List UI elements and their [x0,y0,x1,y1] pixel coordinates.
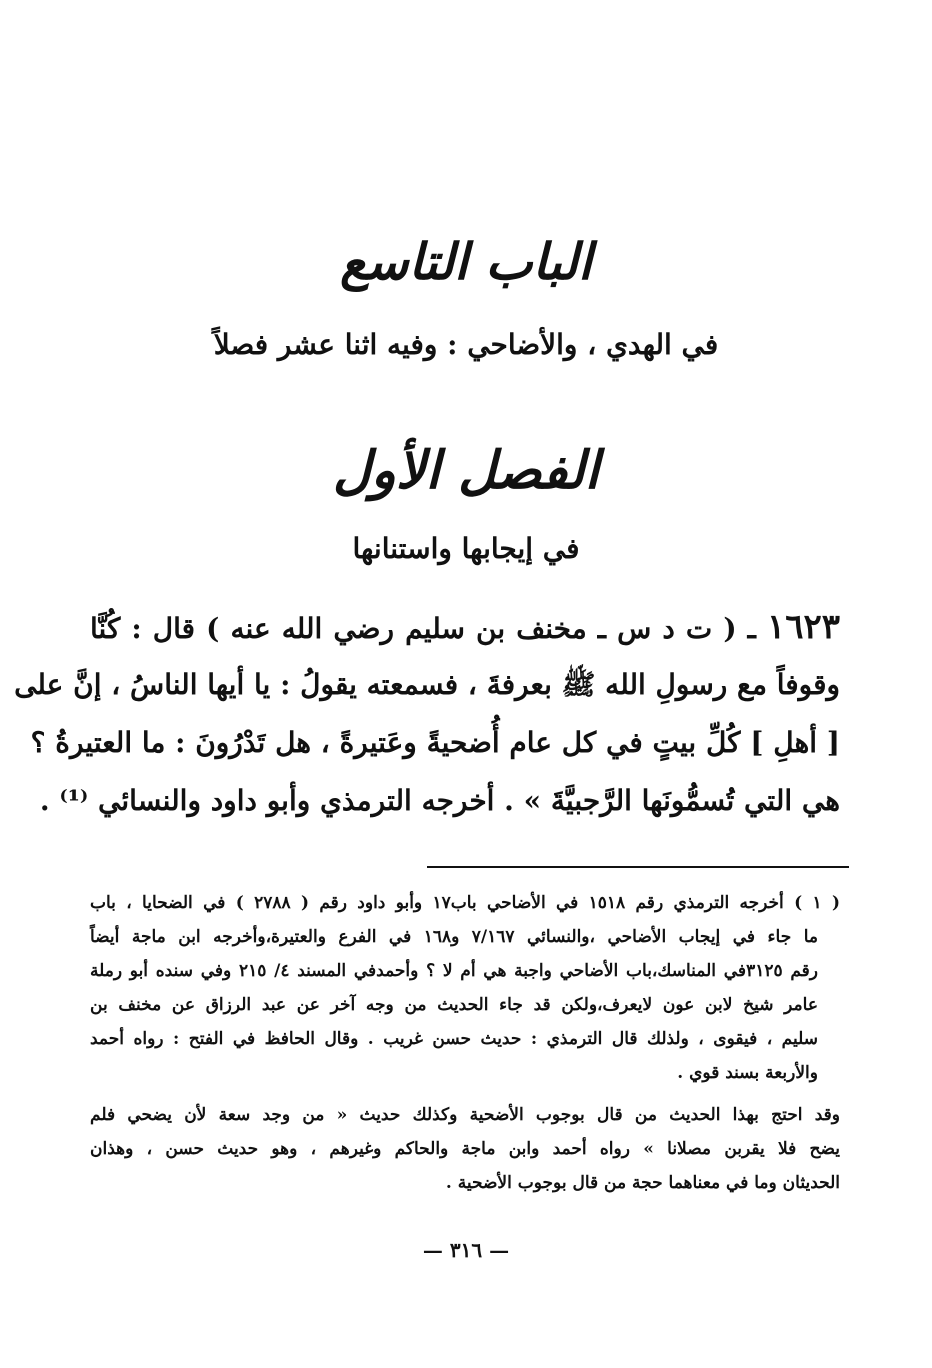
hadith-line-text: ـ ( ت د س ـ مخنف بن سليم رضي الله عنه ) قال : كُنَّا [90,612,756,645]
hadith-line [90,598,840,656]
chapter-title: الباب التاسع [340,232,592,291]
footnote-line: ( ١ ) أخرجه الترمذي رقم ١٥١٨ في الأضاحي باب١٧ وأبو داود رقم ( ٢٧٨٨ ) في الضحايا ، باب [90,893,840,913]
footnote-line: عامر شيخ لابن عون لايعرف،ولكن قد جاء الحديث من وجه آخر عن عبد الرزاق عن مخنف بن [90,995,818,1015]
footnote-line: والأربعة بسند قوي . [677,1063,818,1083]
note-line: يضح فلا يقربن مصلانا » رواه أحمد وابن ماجة والحاكم وغيرهم ، وهو حديث حسن ، وهذان [90,1139,840,1159]
hadith-text [14,598,841,830]
hadith-line: هي التي تُسمُّونَها الرَّجبيَّةَ » . أخرجه الترمذي وأبو داود والنسائي ⁽¹⁾ . [39,784,840,817]
section-subtitle: في إيجابها واستنانها [352,532,580,565]
note-line: وقد احتج بهذا الحديث من قال بوجوب الأضحية وكذلك حديث « من وجد سعة لأن يضحي فلم [90,1105,840,1125]
hadith-line: وقوفاً مع رسولِ الله ﷺ بعرفةَ ، فسمعته يقولُ : يا أيها الناسُ ، إنَّ على [14,668,840,701]
page-number: — ٣١٦ — [422,1238,510,1262]
footnote-line: ما جاء في إيجاب الأضاحي ،والنسائي ٧/١٦٧ و١٦٨ في الفرع والعتيرة،وأخرجه ابن ماجة أيضاً [90,927,818,947]
footnote-gap [90,1090,840,1098]
hadith-line: [ أهلِ ] كُلِّ بيتٍ في كل عام أُضحيةً وعَتيرةً ، هل تَدْرُونَ : ما العتيرةُ ؟ [30,726,840,759]
footnotes [90,886,840,1200]
note-line: الحديثان وما في معناهما حجة من قال بوجوب الأضحية . [445,1173,840,1193]
section-title: الفصل الأول [332,440,600,501]
chapter-subtitle: في الهدي ، والأضاحي : وفيه اثنا عشر فصلاً [213,328,719,361]
footnote-line: سليم ، فيقوى ، ولذلك قال الترمذي : حديث حسن غريب . وقال الحافظ في الفتح : رواه أحمد [90,1029,818,1049]
hadith-number: ١٦٢٣ [766,607,841,647]
footnote-divider [427,866,849,868]
footnote-line: رقم ٣١٢٥في المناسك،باب الأضاحي واجبة هي أم لا ؟ وأحمدفي المسند ٤/ ٢١٥ وفي سنده أبو رملة [90,961,818,981]
